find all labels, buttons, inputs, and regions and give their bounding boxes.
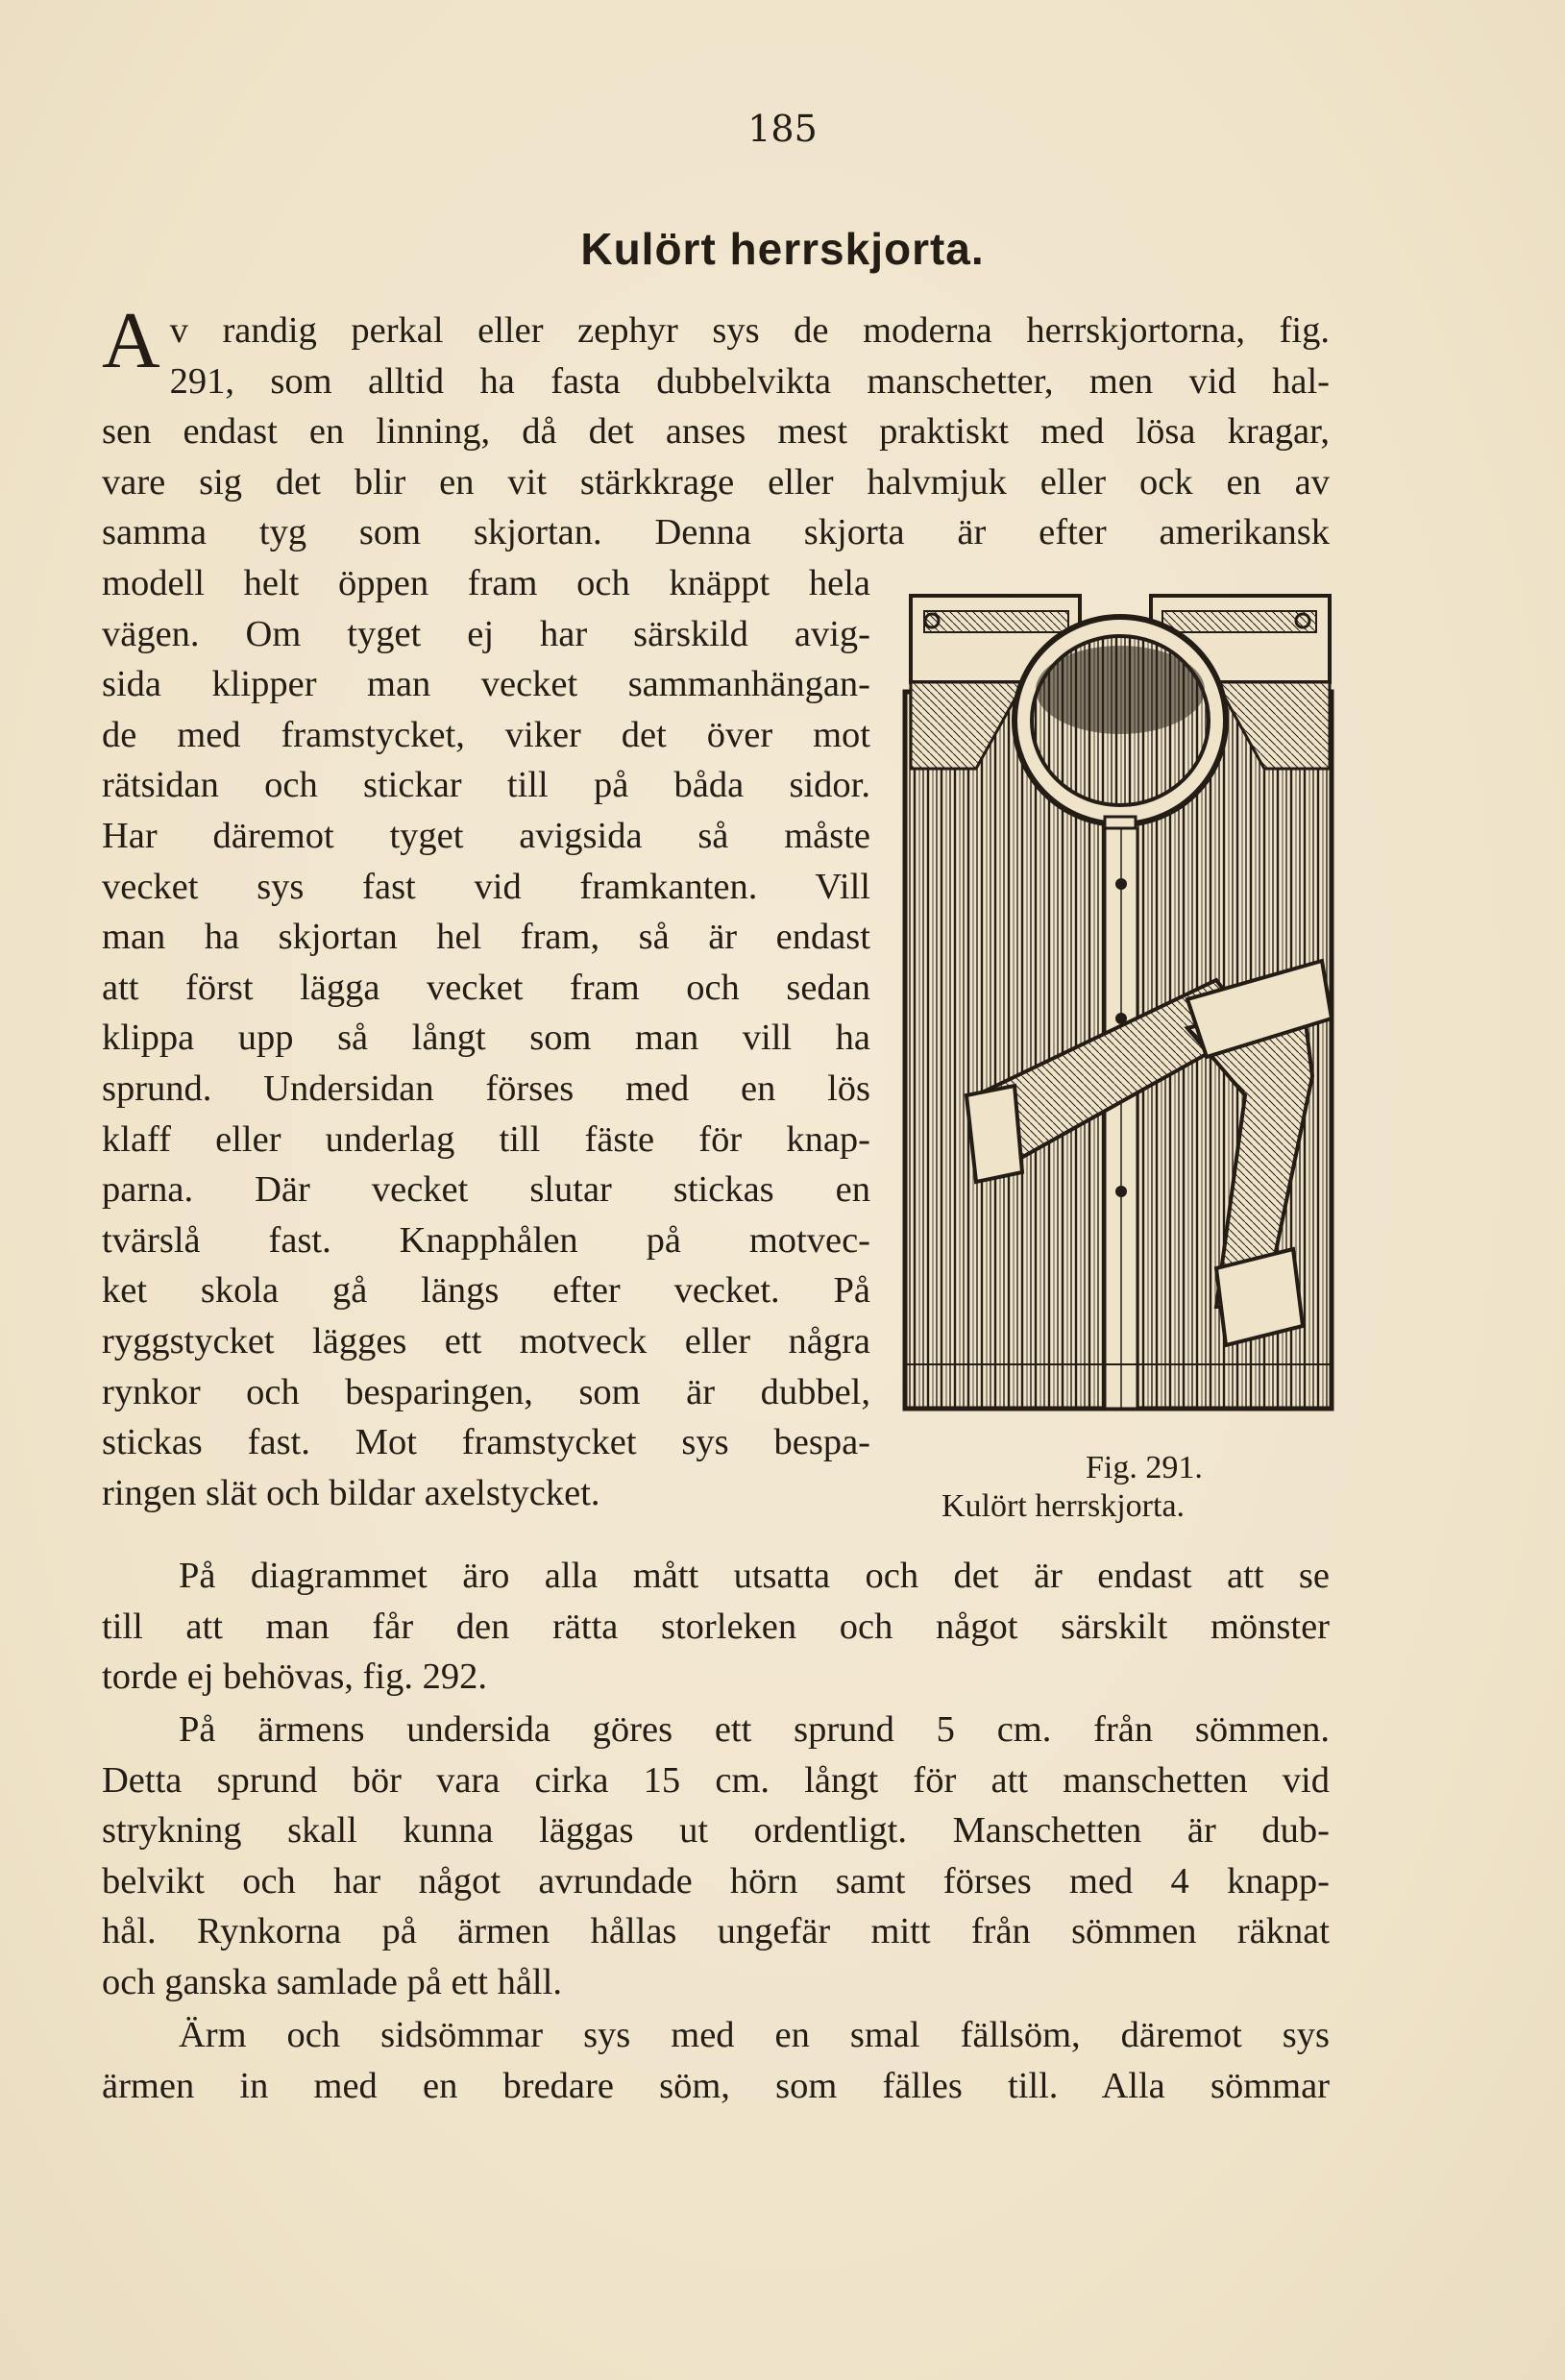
text-line: ryggstycket lägges ett motveck eller några xyxy=(102,1320,870,1362)
text-line: parna. Där vecket slutar stickas en xyxy=(102,1169,870,1211)
text-line: hål. Rynkorna på ärmen hållas ungefär mitt från sömmen räknat xyxy=(102,1911,1330,1952)
shirt-illustration-icon xyxy=(899,577,1339,1422)
text-line: På ärmens undersida göres ett sprund 5 cm. från sömmen. xyxy=(179,1709,1330,1750)
paragraph-sleeve xyxy=(102,1705,1330,2008)
text-line: samma tyg som skjortan. Denna skjorta är efter amerikansk xyxy=(102,512,1330,553)
text-line: torde ej behövas, fig. 292. xyxy=(102,1656,487,1698)
text-line: vare sig det blir en vit stärkkrage eller halvmjuk eller ock en av xyxy=(102,461,1330,503)
text-line: sprund. Undersidan förses med en lös xyxy=(102,1067,870,1109)
text-line: rätsidan och stickar till på båda sidor. xyxy=(102,765,870,806)
text-line: och ganska samlade på ett håll. xyxy=(102,1961,562,2002)
figure-label: Fig. 291. xyxy=(1086,1450,1203,1485)
text-line: strykning skall kunna läggas ut ordentligt. Manschetten är dub- xyxy=(102,1810,1330,1852)
text-line: modell helt öppen fram och knäppt hela xyxy=(102,563,870,603)
text-line: ket skola gå längs efter vecket. På xyxy=(102,1270,870,1312)
page-title: Kulört herrskjorta. xyxy=(580,224,985,274)
paragraph-diagram xyxy=(102,1551,1330,1703)
figure-caption-text: Kulört herrskjorta. xyxy=(941,1488,1186,1524)
text-line: v randig perkal eller zephyr sys de moderna herrskjortorna, fig. xyxy=(169,310,1330,351)
paragraph-seams xyxy=(102,2010,1330,2111)
text-line: till att man får den rätta storleken och något särskilt mönster xyxy=(102,1606,1330,1647)
text-line: de med framstycket, viker det över mot xyxy=(102,714,870,755)
text-line: På diagrammet äro alla mått utsatta och det är endast att se xyxy=(179,1556,1330,1596)
text-line: 291, som alltid ha fasta dubbelvikta manschetter, men vid hal- xyxy=(169,360,1330,402)
text-line: Ärm och sidsömmar sys med en smal fällsöm, däremot sys xyxy=(179,2015,1330,2055)
text-line: sida klipper man vecket sammanhängan- xyxy=(102,664,870,705)
text-line: tvärslå fast. Knapphålen på motvec- xyxy=(102,1219,870,1261)
text-line: klaff eller underlag till fäste för knap- xyxy=(102,1118,870,1160)
text-line: rynkor och besparingen, som är dubbel, xyxy=(102,1371,870,1412)
text-line: man ha skjortan hel fram, så är endast xyxy=(102,917,870,958)
text-line: vägen. Om tyget ej har särskild avig- xyxy=(102,613,870,654)
text-line: Har däremot tyget avigsida så måste xyxy=(102,815,870,856)
text-line: stickas fast. Mot framstycket sys bespa- xyxy=(102,1422,870,1463)
shirt-illustration xyxy=(899,577,1339,1422)
text-line: sen endast en linning, då det anses mest praktiskt med lösa kragar, xyxy=(102,411,1330,453)
text-line: Detta sprund bör vara cirka 15 cm. långt för att manschetten vid xyxy=(102,1759,1330,1801)
page-number: 185 xyxy=(747,108,818,150)
text-line: vecket sys fast vid framkanten. Vill xyxy=(102,866,870,907)
text-line: ringen slät och bildar axelstycket. xyxy=(102,1472,600,1513)
text-line: belvikt och har något avrundade hörn samt förses med 4 knapp- xyxy=(102,1860,1330,1902)
text-line: ärmen in med en bredare söm, som fälles till. Alla sömmar xyxy=(102,2065,1330,2106)
drop-cap: A xyxy=(102,296,160,385)
figure-caption xyxy=(941,1449,1326,1526)
text-line: att först lägga vecket fram och sedan xyxy=(102,967,870,1008)
text-line: klippa upp så långt som man vill ha xyxy=(102,1018,870,1059)
paragraph-intro xyxy=(102,296,1330,558)
paragraph-intro-column xyxy=(102,558,870,1518)
